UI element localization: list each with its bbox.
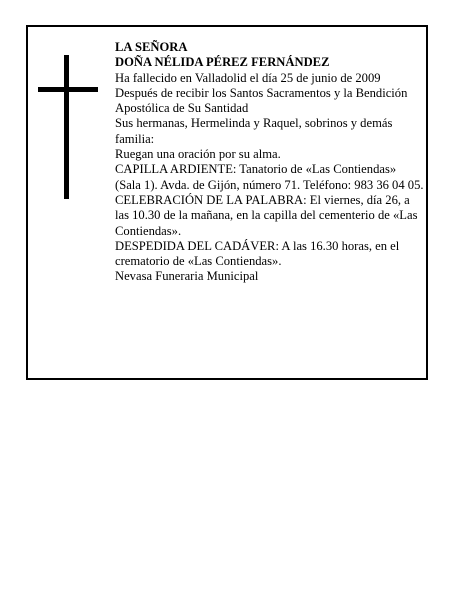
obituary-text	[115, 40, 425, 285]
deceased-name: DOÑA NÉLIDA PÉREZ FERNÁNDEZ	[115, 55, 330, 70]
latin-cross-icon	[38, 55, 98, 199]
prayer-request: Ruegan una oración por su alma.	[115, 147, 281, 162]
obituary-notice	[26, 25, 428, 380]
family-paragraph: Sus hermanas, Hermelinda y Raquel, sobrinos y demás familia:	[115, 116, 393, 146]
cross-horizontal-bar	[38, 87, 98, 92]
title-line-1: LA SEÑORA	[115, 40, 188, 54]
sacraments-paragraph: Después de recibir los Santos Sacramentos y la Bendición Apostólica de Su Santidad	[115, 85, 408, 116]
farewell-info: DESPEDIDA DEL CADÁVER: A las 16.30 horas, en el crematorio de «Las Contiendas».	[115, 238, 400, 269]
celebration-info: CELEBRACIÓN DE LA PALABRA: El viernes, día 26, a las 10.30 de la mañana, en la capilla del cementerio de «Las Contiendas».	[115, 192, 418, 238]
cross-vertical-bar	[64, 55, 69, 199]
funeral-home-name: Nevasa Funeraria Municipal	[115, 269, 259, 284]
death-announcement: Ha fallecido en Valladolid el día 25 de junio de 2009	[115, 70, 381, 85]
funeral-chapel-info: CAPILLA ARDIENTE: Tanatorio de «Las Contiendas» (Sala 1). Avda. de Gijón, número 71. Teléfono: 983 36 04 05.	[115, 162, 424, 192]
